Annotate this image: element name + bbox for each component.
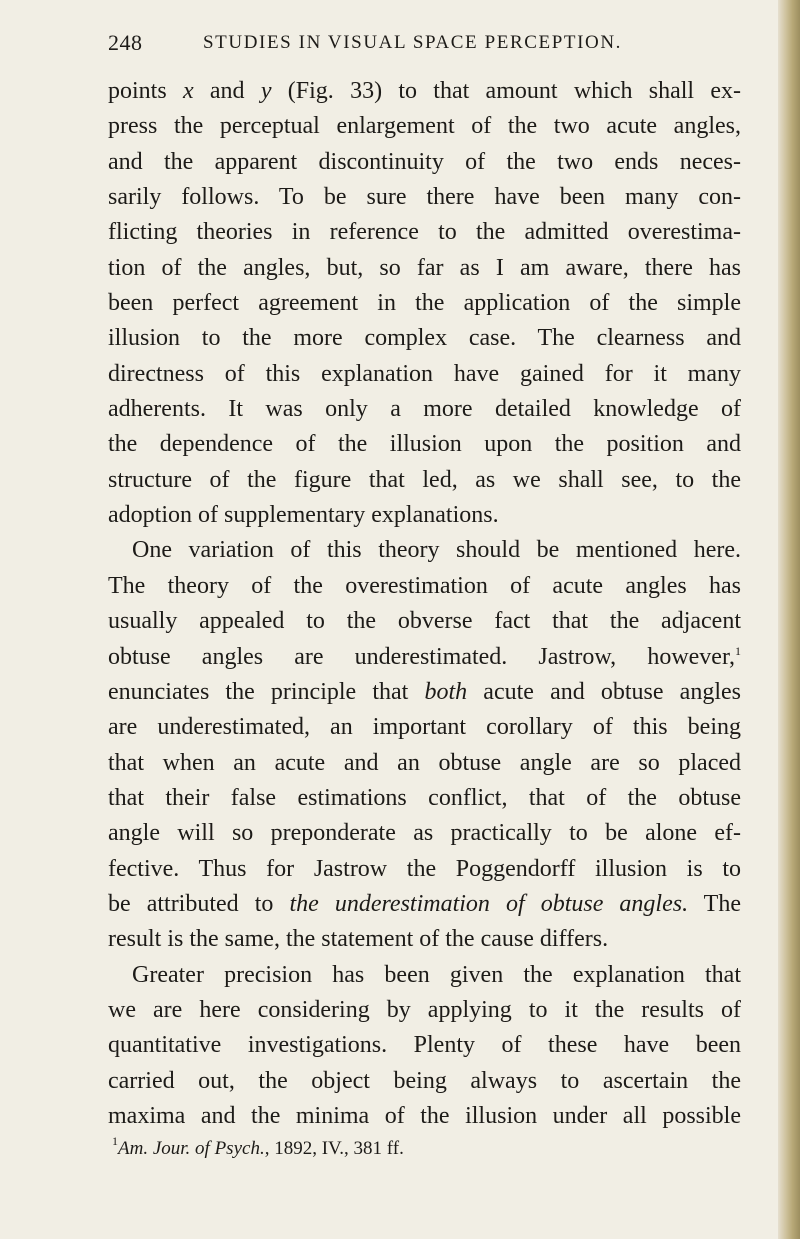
text-line: the dependence of the illusion upon the position and <box>108 431 741 458</box>
text-line: sarily follows. To be sure there have been many con- <box>108 184 741 211</box>
text-line: adherents. It was only a more detailed knowledge of <box>108 396 741 423</box>
text-line: tion of the angles, but, so far as I am aware, there has <box>108 254 741 281</box>
text-line: that their false estimations conflict, that of the obtuse <box>108 784 741 811</box>
footnote-marker: 1 <box>112 1134 118 1149</box>
running-head <box>108 30 741 66</box>
text-line: been perfect agreement in the application of the simple <box>108 290 741 317</box>
text-line: directness of this explanation have gained for it many <box>108 360 741 387</box>
running-title: STUDIES IN VISUAL SPACE PERCEPTION. <box>203 32 622 53</box>
footnote-marker: 1 <box>735 643 741 658</box>
footnote-citation: , 1892, IV., 381 ff. <box>264 1138 404 1160</box>
text-line: are underestimated, an important corollary of this being <box>108 714 741 741</box>
text-line: fective. Thus for Jastrow the Poggendorff illusion is to <box>108 855 741 882</box>
text-line: illusion to the more complex case. The clearness and <box>108 325 741 352</box>
text-line: maxima and the minima of the illusion under all possible <box>108 1102 741 1129</box>
paragraph-end-line: result is the same, the statement of the cause differs. <box>108 926 609 953</box>
text-line: structure of the figure that led, as we shall see, to the <box>108 466 741 493</box>
text-line: obtuse angles are underestimated. Jastrow, however,$^1$ <box>108 643 741 670</box>
page-edge <box>778 0 800 1239</box>
paragraph-start-line: One variation of this theory should be mentioned here. <box>132 537 741 564</box>
text-line: angle will so preponderate as practically to be alone ef- <box>108 820 741 847</box>
text-line: be attributed to the underestimation of obtuse angles. The <box>108 890 741 917</box>
footnote-source: Am. Jour. of Psych. <box>118 1138 265 1160</box>
body-text <box>108 74 741 1134</box>
text-line: flicting theories in reference to the admitted overestima- <box>108 219 741 246</box>
text-line: we are here considering by applying to it the results of <box>108 996 741 1023</box>
page-number: 248 <box>108 30 143 55</box>
text-line: enunciates the principle that both acute and obtuse angles <box>108 678 741 705</box>
book-page <box>108 30 741 1162</box>
text-line: points x and y (Fig. 33) to that amount which shall ex- <box>108 78 741 104</box>
text-line: usually appealed to the obverse fact that the adjacent <box>108 608 741 635</box>
text-line: quantitative investigations. Plenty of these have been <box>108 1032 741 1059</box>
text-line: and the apparent discontinuity of the two ends neces- <box>108 148 741 175</box>
paragraph-start-line: Greater precision has been given the explanation that <box>132 961 741 988</box>
footnote <box>108 1136 741 1162</box>
text-line: that when an acute and an obtuse angle are so placed <box>108 749 741 776</box>
text-line: carried out, the object being always to ascertain the <box>108 1067 741 1094</box>
text-line: press the perceptual enlargement of the two acute angles, <box>108 113 741 140</box>
text-line: The theory of the overestimation of acute angles has <box>108 572 741 599</box>
paragraph-end-line: adoption of supplementary explanations. <box>108 502 499 529</box>
